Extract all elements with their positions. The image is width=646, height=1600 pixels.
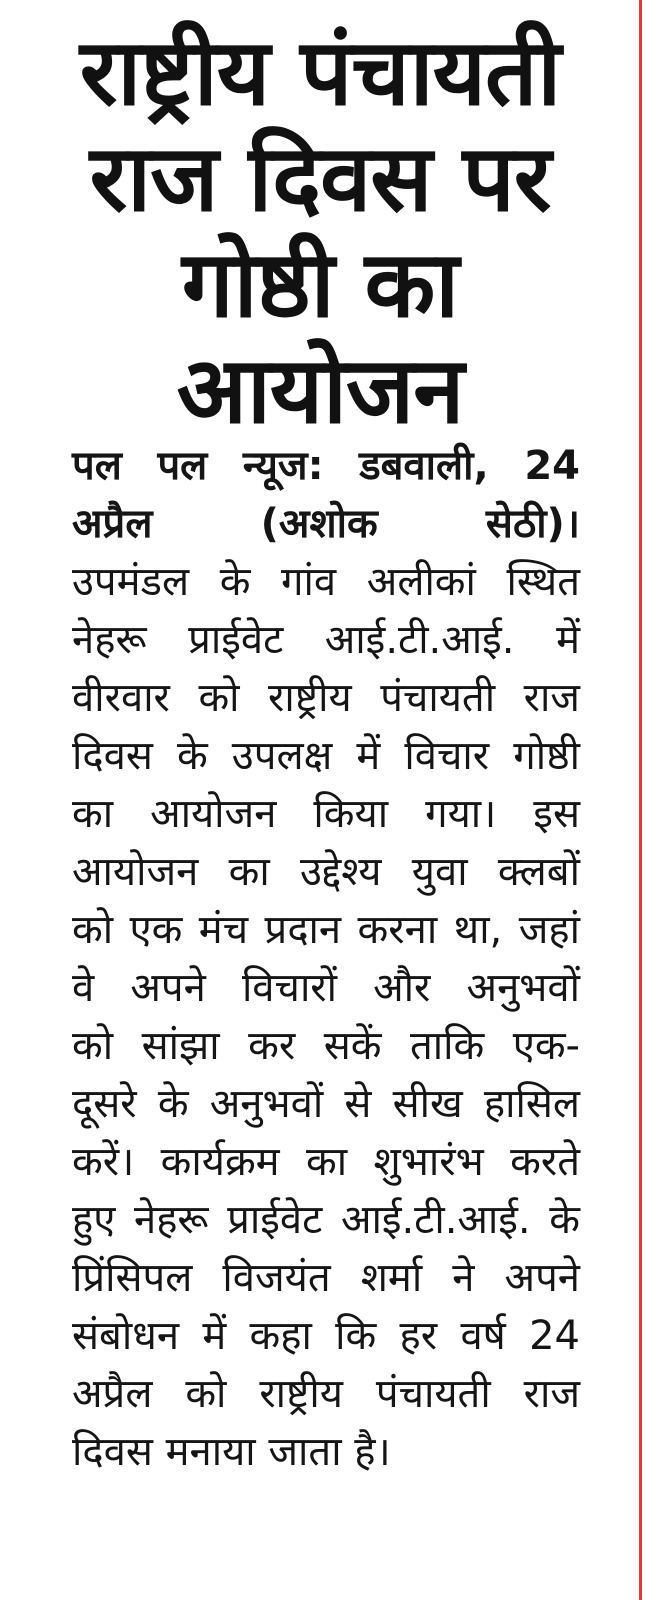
body-line-11: को सांझा कर सकें ताकि एक-	[72, 1023, 580, 1069]
body-line-15: प्रिंसिपल विजयंत शर्मा ने अपने	[72, 1255, 580, 1301]
body-line-4: नेहरू प्राईवेट आई.टी.आई. में	[72, 617, 580, 663]
body-line-8: आयोजन का उद्देश्य युवा क्लबों	[72, 849, 580, 895]
headline-line-1: राष्ट्रीय पंचायती	[79, 19, 561, 126]
body-line-3: उपमंडल के गांव अलीकां स्थित	[72, 559, 580, 605]
body-line-5: वीरवार को राष्ट्रीय पंचायती राज	[72, 675, 580, 721]
headline-line-3: गोष्ठी का	[181, 231, 459, 338]
dateline-line-1: पल पल न्यूज: डबवाली, 24	[72, 443, 580, 489]
body-line-7: का आयोजन किया गया। इस	[72, 791, 580, 837]
column-rule	[639, 0, 642, 1600]
body-line-6: दिवस के उपलक्ष में विचार गोष्ठी	[72, 733, 580, 779]
body-line-9: को एक मंच प्रदान करना था, जहां	[72, 907, 580, 953]
body-line-18: दिवस मनाया जाता है।	[72, 1429, 391, 1475]
dateline-line-2: अप्रैल (अशोक सेठी)।	[72, 501, 580, 547]
body-line-17: अप्रैल को राष्ट्रीय पंचायती राज	[72, 1371, 580, 1417]
headline-line-2: राज दिवस पर	[89, 125, 551, 232]
body-line-16: संबोधन में कहा कि हर वर्ष 24	[72, 1313, 580, 1359]
body-line-10: वे अपने विचारों और अनुभवों	[72, 965, 580, 1011]
headline-line-4: आयोजन	[176, 337, 464, 444]
body-line-14: हुए नेहरू प्राईवेट आई.टी.आई. के	[72, 1197, 580, 1243]
body-line-13: करें। कार्यक्रम का शुभारंभ करते	[72, 1139, 580, 1185]
body-line-12: दूसरे के अनुभवों से सीख हासिल	[72, 1081, 580, 1127]
